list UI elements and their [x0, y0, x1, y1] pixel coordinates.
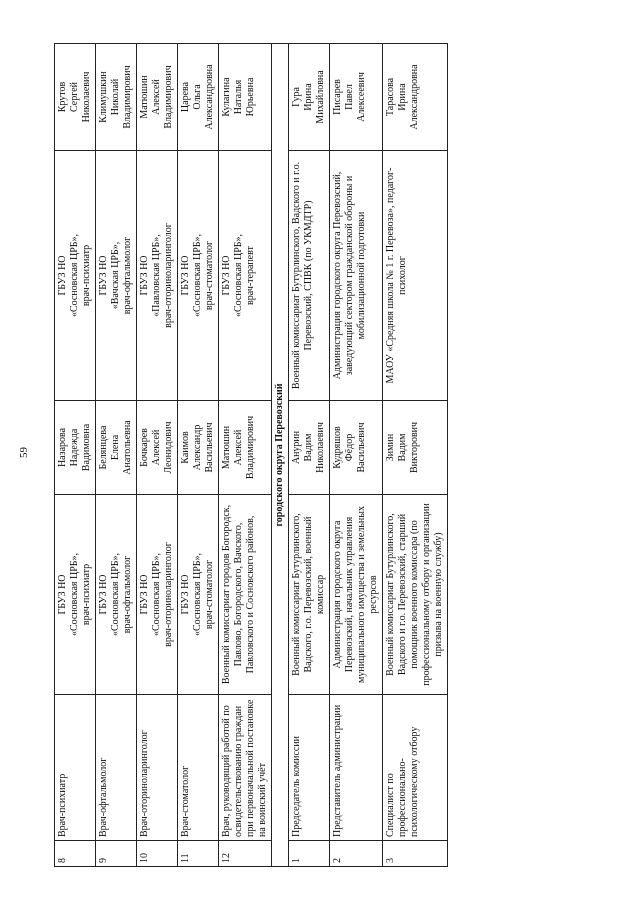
text-line: «Павловская ЦРБ», [151, 234, 162, 317]
text-line: Анатольевна [122, 420, 133, 475]
reserve-org-cell [178, 151, 219, 401]
reserve-org-cell [289, 151, 330, 401]
text-line: Елена [110, 434, 121, 461]
text-line: «Сосновская ЦРБ», [110, 552, 121, 637]
text-line: Викторович [409, 421, 420, 474]
text-line: «Сосновская ЦРБ», [151, 552, 162, 637]
main-name-cell [289, 401, 330, 495]
main-name-cell [330, 401, 383, 495]
reserve-name-cell [219, 44, 272, 151]
row-number: 11 [178, 841, 219, 867]
text-line: Анурин [291, 430, 302, 465]
row-number: 12 [219, 841, 272, 867]
text-line: Вадимовна [81, 423, 92, 472]
text-line: Алексеевич [356, 72, 367, 122]
text-line: Александр [192, 424, 203, 471]
text-line: Ирина [397, 83, 408, 111]
table-row [383, 44, 448, 867]
text-line: Военный комиссариат городов Богородск, Павлово, Богородского, Вачского, Павловского и Сосновского районов, [221, 504, 256, 685]
text-line: Военный комиссариат Бутурлинского, Вадского, г.о. Перевозский, военный комиссар [291, 513, 326, 676]
text-line: Крутов [57, 81, 68, 113]
text-line: Бочкарев [139, 428, 150, 467]
main-name-cell [219, 401, 272, 495]
main-org-cell [137, 495, 178, 695]
row-number: 1 [289, 841, 330, 867]
text-line: Сергей [69, 82, 80, 112]
text-line: Васильевич [204, 422, 215, 473]
text-line: ГБУЗ НО [139, 574, 150, 615]
text-line: врач-оториноларинголог [163, 223, 174, 328]
reserve-name-cell [289, 44, 330, 151]
text-line: Владимирович [122, 65, 133, 129]
text-line: ГБУЗ НО [57, 255, 68, 296]
row-number: 2 [330, 841, 383, 867]
table-row [289, 44, 330, 867]
reserve-org-cell [137, 151, 178, 401]
text-line: «Вачская ЦРБ», [110, 241, 121, 310]
text-line: Военный комиссариат Бутурлинского, Вадского и г.о. Перевозский, старший помощник военного комиссара (по профессиональному отбору и организации призыва на военную службу) [385, 503, 444, 686]
row-number: 9 [96, 841, 137, 867]
text-line: врач-стоматолог [204, 240, 215, 311]
text-line: МАОУ «Средняя школа № 1 г. Перевоза», педагог-психолог [385, 167, 408, 384]
position-cell: Врач-стоматолог [178, 695, 219, 841]
row-number: 10 [137, 841, 178, 867]
text-line: «Сосновская ЦРБ», [69, 233, 80, 318]
position-cell: Представитель администрации [330, 695, 383, 841]
reserve-name-cell [55, 44, 96, 151]
text-line: «Сосновская ЦРБ», [233, 233, 244, 318]
text-line: Владимирович [245, 415, 256, 480]
text-line: Белянцева [98, 425, 109, 470]
text-line: Юрьевна [245, 77, 256, 117]
text-line: Алексей [233, 429, 244, 466]
table-body-top [55, 44, 272, 867]
page-number: 59 [18, 447, 30, 458]
table-body-bottom [289, 44, 448, 867]
reserve-name-cell [330, 44, 383, 151]
text-line: Николай [110, 78, 121, 116]
table-row [96, 44, 137, 867]
text-line: Матюшин [221, 425, 232, 470]
text-line: «Сосновская ЦРБ», [192, 552, 203, 637]
text-line: Наталья [233, 79, 244, 115]
main-org-cell [178, 495, 219, 695]
reserve-org-cell [383, 151, 448, 401]
main-org-cell [289, 495, 330, 695]
text-line: Кулагина [221, 77, 232, 117]
text-line: Вадим [303, 433, 314, 462]
reserve-org-cell [330, 151, 383, 401]
text-line: Кудряшов [332, 426, 343, 469]
text-line: Матюшин [139, 75, 150, 119]
reserve-org-cell [55, 151, 96, 401]
text-line: врач-стоматолог [204, 559, 215, 630]
text-line: врач-психиатр [81, 244, 92, 307]
text-line: врач-оториноларинголог [163, 542, 174, 647]
text-line: Михайловна [315, 70, 326, 124]
text-line: Ирина [303, 83, 314, 111]
text-line: врач-психиатр [81, 563, 92, 626]
position-cell: Врач, руководящий работой по освидетельствованию граждан при первоначальной постановке на воинский учёт [219, 695, 272, 841]
text-line: Алексей [151, 79, 162, 115]
text-line: «Сосновская ЦРБ», [192, 233, 203, 318]
text-line: Царева [180, 81, 191, 113]
table-row [330, 44, 383, 867]
text-line: врач-терапевт [245, 246, 256, 305]
text-line: Климушкин [98, 71, 109, 123]
text-line: Фёдор [344, 433, 355, 462]
row-number: 3 [383, 841, 448, 867]
position-cell: Председатель комиссии [289, 695, 330, 841]
position-cell: Врач-психиатр [55, 695, 96, 841]
table-row [137, 44, 178, 867]
commission-table [54, 43, 448, 867]
row-number: 8 [55, 841, 96, 867]
position-cell: Специалист по профессионально-психологическому отбору [383, 695, 448, 841]
text-line: Назарова [57, 427, 68, 468]
table-row [178, 44, 219, 867]
text-line: Александровна [204, 64, 215, 130]
reserve-org-cell [96, 151, 137, 401]
main-name-cell [96, 401, 137, 495]
position-cell: Врач-офтальмолог [96, 695, 137, 841]
text-line: Писарев [332, 79, 343, 115]
text-line: ГБУЗ НО [221, 255, 232, 296]
text-line: Администрация городского округа Перевозский, заведующий сектором гражданской обороны и мобилизационной подготовки [332, 171, 367, 380]
reserve-name-cell [137, 44, 178, 151]
text-line: Вадим [397, 433, 408, 462]
text-line: ГБУЗ НО [98, 574, 109, 615]
section-title: городского округа Перевозский [272, 44, 289, 867]
text-line: «Сосновская ЦРБ», [69, 552, 80, 637]
text-line: ГБУЗ НО [180, 255, 191, 296]
main-name-cell [178, 401, 219, 495]
main-org-cell [219, 495, 272, 695]
text-line: врач-офтальмолог [122, 236, 133, 315]
text-line: Зимин [385, 433, 396, 462]
text-line: Военный комиссариат Бутурлинского, Вадского и г.о. Перевозский, СПВК (по УКМДТР) [291, 161, 314, 390]
text-line: Гура [291, 87, 302, 107]
text-line: Александровна [409, 64, 420, 130]
text-line: Леонидович [163, 421, 174, 474]
main-name-cell [55, 401, 96, 495]
main-org-cell [96, 495, 137, 695]
main-org-cell [55, 495, 96, 695]
reserve-name-cell [383, 44, 448, 151]
text-line: Тарасова [385, 77, 396, 117]
table-row [55, 44, 96, 867]
text-line: Надежда [69, 428, 80, 467]
text-line: ГБУЗ НО [139, 255, 150, 296]
text-line: ГБУЗ НО [180, 574, 191, 615]
text-line: Васильевич [356, 422, 367, 473]
text-line: Владимирович [163, 65, 174, 129]
text-line: Каимов [180, 431, 191, 464]
main-name-cell [383, 401, 448, 495]
table-row [219, 44, 272, 867]
text-line: Ольга [192, 84, 203, 110]
text-line: Николаевич [315, 422, 326, 473]
table-section [272, 44, 289, 867]
text-line: Администрация городского округа Перевозский, начальник управления муниципального имущества и земельных ресурсов [332, 506, 379, 683]
main-name-cell [137, 401, 178, 495]
position-cell: Врач-оториноларинголог [137, 695, 178, 841]
text-line: ГБУЗ НО [57, 574, 68, 615]
text-line: ГБУЗ НО [98, 255, 109, 296]
text-line: Алексей [151, 429, 162, 466]
text-line: Павел [344, 84, 355, 110]
main-org-cell [383, 495, 448, 695]
main-org-cell [330, 495, 383, 695]
reserve-name-cell [96, 44, 137, 151]
reserve-name-cell [178, 44, 219, 151]
text-line: врач-офтальмолог [122, 555, 133, 634]
reserve-org-cell [219, 151, 272, 401]
text-line: Николаевич [81, 71, 92, 123]
